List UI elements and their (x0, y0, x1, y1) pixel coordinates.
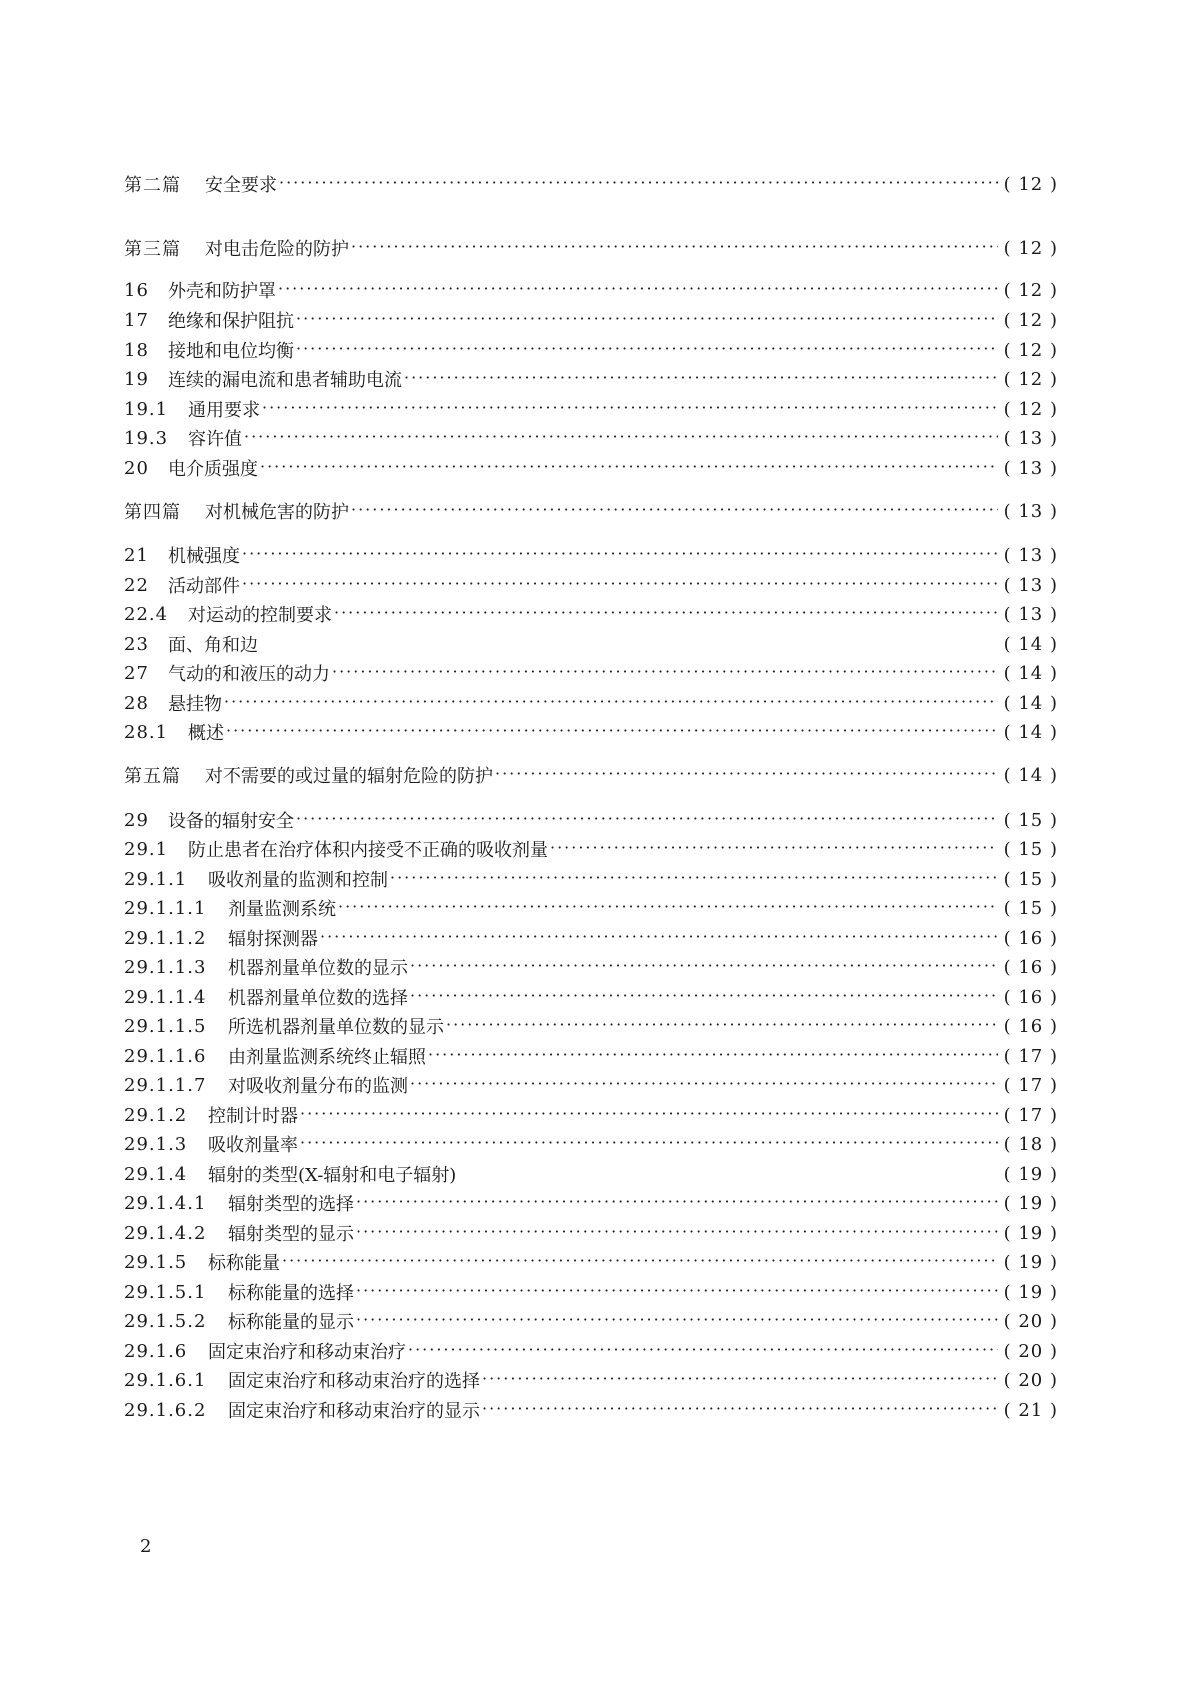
toc-entry[interactable] (124, 952, 1058, 982)
toc-entry-page: ( 12 ) (1003, 279, 1058, 301)
toc-entry-title: 对不需要的或过量的辐射危险的防护 (205, 766, 493, 787)
toc-entry-number: 29.1.4 (124, 1163, 188, 1185)
toc-entry-title: 辐射类型的选择 (228, 1194, 354, 1215)
toc-entry-title: 气动的和液压的动力 (168, 664, 330, 685)
toc-entry[interactable] (124, 364, 1058, 394)
dot-leader (300, 1133, 998, 1152)
dot-leader (410, 956, 998, 975)
toc-entry-number: 29.1.6.2 (124, 1399, 207, 1421)
toc-entry[interactable] (124, 1100, 1058, 1130)
toc-entry[interactable] (124, 923, 1058, 953)
toc-entry-number: 20 (124, 457, 149, 479)
toc-entry-number: 29.1.1.2 (124, 927, 207, 949)
toc-entry-title: 对运动的控制要求 (188, 605, 332, 626)
dot-leader (262, 398, 998, 417)
dot-leader (226, 721, 998, 740)
toc-entry-number: 29.1.5.1 (124, 1281, 207, 1303)
toc-entry[interactable] (124, 305, 1058, 335)
toc-entry-number: 29.1.3 (124, 1133, 188, 1155)
toc-entry-page: ( 13 ) (1003, 500, 1058, 522)
toc-entry-title: 绝缘和保护阻抗 (168, 311, 294, 332)
dot-leader (244, 427, 998, 446)
toc-entry[interactable] (124, 1070, 1058, 1100)
toc-entry-number: 22.4 (124, 603, 169, 625)
toc-entry-page: ( 13 ) (1003, 427, 1058, 449)
toc-entry-page: ( 14 ) (1003, 662, 1058, 684)
toc-entry-page: ( 12 ) (1003, 173, 1058, 195)
toc-entry[interactable] (124, 834, 1058, 864)
toc-entry-number: 29.1.1.7 (124, 1074, 207, 1096)
toc-entry-page: ( 19 ) (1003, 1192, 1058, 1214)
toc-entry-page: ( 14 ) (1003, 721, 1058, 743)
toc-entry-title: 外壳和防护罩 (168, 281, 276, 302)
toc-entry-number: 29.1.1.6 (124, 1045, 207, 1067)
toc-entry-page: ( 20 ) (1003, 1340, 1058, 1362)
toc-entry-page: ( 13 ) (1003, 574, 1058, 596)
toc-entry[interactable] (124, 982, 1058, 1012)
dot-leader (356, 1222, 998, 1241)
toc-entry-page: ( 12 ) (1003, 339, 1058, 361)
dot-leader (242, 544, 998, 563)
toc-entry-title: 悬挂物 (168, 694, 222, 715)
dot-leader (296, 309, 998, 328)
toc-entry-number: 29.1.1.5 (124, 1015, 207, 1037)
toc-entry-page: ( 12 ) (1003, 237, 1058, 259)
toc-entry[interactable] (124, 233, 1058, 263)
toc-entry-number: 16 (124, 279, 149, 301)
toc-entry[interactable] (124, 717, 1058, 747)
page-number: 2 (140, 1536, 152, 1557)
toc-entry[interactable] (124, 335, 1058, 365)
toc-entry-number: 27 (124, 662, 149, 684)
toc-entry[interactable] (124, 893, 1058, 923)
toc-entry-page: ( 19 ) (1003, 1222, 1058, 1244)
toc-entry-number: 29.1.4.2 (124, 1222, 207, 1244)
dot-leader (550, 838, 998, 857)
dot-leader (338, 897, 998, 916)
toc-entry-page: ( 19 ) (1003, 1251, 1058, 1273)
toc-entry-page: ( 19 ) (1003, 1281, 1058, 1303)
toc-entry-number: 29.1.5.2 (124, 1310, 207, 1332)
toc-entry-title: 机器剂量单位数的选择 (228, 988, 408, 1009)
toc-entry-number: 23 (124, 633, 149, 655)
toc-entry-title: 辐射探测器 (228, 929, 318, 950)
toc-entry-page: ( 15 ) (1003, 897, 1058, 919)
toc-entry[interactable] (124, 1218, 1058, 1248)
toc-entry-title: 面、角和边 (168, 635, 258, 656)
toc-entry[interactable] (124, 1247, 1058, 1277)
toc-entry[interactable] (124, 1277, 1058, 1307)
toc-entry-number: 29.1.5 (124, 1251, 188, 1273)
dot-leader (356, 1281, 998, 1300)
toc-entry-page: ( 14 ) (1003, 692, 1058, 714)
toc-entry-page: ( 16 ) (1003, 956, 1058, 978)
toc-entry[interactable] (124, 1306, 1058, 1336)
toc-entry-page: ( 16 ) (1003, 927, 1058, 949)
toc-entry-number: 29.1.6 (124, 1340, 188, 1362)
dot-leader (446, 1015, 998, 1034)
toc-entry-page: ( 17 ) (1003, 1074, 1058, 1096)
toc-entry-title: 固定束治疗和移动束治疗 (208, 1342, 406, 1363)
toc-entry-page: ( 12 ) (1003, 398, 1058, 420)
toc-entry-page: ( 19 ) (1003, 1163, 1058, 1185)
toc-entry[interactable] (124, 805, 1058, 835)
toc-entry-page: ( 20 ) (1003, 1369, 1058, 1391)
dot-leader (410, 986, 998, 1005)
dot-leader (495, 764, 998, 783)
toc-entry-page: ( 18 ) (1003, 1133, 1058, 1155)
toc-entry[interactable] (124, 423, 1058, 453)
dot-leader (410, 1074, 998, 1093)
toc-entry[interactable] (124, 688, 1058, 718)
toc-entry[interactable] (124, 760, 1058, 790)
toc-entry-number: 17 (124, 309, 149, 331)
toc-entry-title: 机器剂量单位数的显示 (228, 958, 408, 979)
dot-leader (242, 574, 998, 593)
dot-leader (296, 339, 998, 358)
dot-leader (224, 692, 998, 711)
toc-entry[interactable] (124, 864, 1058, 894)
toc-entry[interactable] (124, 599, 1058, 629)
dot-leader (404, 368, 998, 387)
toc-entry-title: 对电击危险的防护 (205, 239, 349, 260)
toc-entry[interactable] (124, 1159, 1058, 1189)
toc-entry-title: 机械强度 (168, 546, 240, 567)
toc-entry[interactable] (124, 570, 1058, 600)
dot-leader (351, 237, 998, 256)
toc-entry-number: 19.3 (124, 427, 169, 449)
toc-entry-title: 辐射的类型(X-辐射和电子辐射) (208, 1165, 457, 1186)
toc-entry-number: 29.1.1 (124, 868, 188, 890)
toc-entry-number: 19 (124, 368, 149, 390)
dot-leader (332, 662, 998, 681)
toc-entry-title: 控制计时器 (208, 1106, 298, 1127)
toc-entry-number: 22 (124, 574, 149, 596)
dot-leader (356, 1192, 998, 1211)
toc-entry-number: 第四篇 (124, 502, 181, 523)
toc-entry[interactable] (124, 540, 1058, 570)
toc-entry[interactable] (124, 169, 1058, 199)
toc-entry[interactable] (124, 1336, 1058, 1366)
toc-entry-number: 第三篇 (124, 239, 181, 260)
toc-entry-page: ( 17 ) (1003, 1104, 1058, 1126)
toc-entry-page: ( 15 ) (1003, 838, 1058, 860)
toc-entry-title: 固定束治疗和移动束治疗的选择 (228, 1371, 480, 1392)
toc-entry-title: 通用要求 (188, 400, 260, 421)
toc-entry-number: 第五篇 (124, 766, 181, 787)
toc-entry-title: 标称能量的选择 (228, 1283, 354, 1304)
toc-entry-page: ( 14 ) (1003, 633, 1058, 655)
toc-entry-number: 29.1.1.4 (124, 986, 207, 1008)
toc-entry-title: 标称能量 (208, 1253, 280, 1274)
toc-entry-number: 19.1 (124, 398, 169, 420)
dot-leader (296, 809, 998, 828)
toc-entry-number: 29.1.2 (124, 1104, 188, 1126)
toc-entry-title: 标称能量的显示 (228, 1312, 354, 1333)
toc-entry-number: 29 (124, 809, 149, 831)
toc-entry-number: 18 (124, 339, 149, 361)
toc-entry-number: 第二篇 (124, 175, 181, 196)
toc-entry[interactable] (124, 1365, 1058, 1395)
toc-entry-number: 29.1.4.1 (124, 1192, 207, 1214)
toc-entry-page: ( 17 ) (1003, 1045, 1058, 1067)
toc-entry-number: 29.1 (124, 838, 169, 860)
toc-entry-title: 由剂量监测系统终止辐照 (228, 1047, 426, 1068)
toc-entry-page: ( 15 ) (1003, 809, 1058, 831)
toc-entry-title: 防止患者在治疗体积内接受不正确的吸收剂量 (188, 840, 548, 861)
toc-entry-title: 剂量监测系统 (228, 899, 336, 920)
dot-leader (351, 500, 998, 519)
toc-entry-page: ( 12 ) (1003, 309, 1058, 331)
dot-leader (482, 1399, 998, 1418)
toc-entry-page: ( 20 ) (1003, 1310, 1058, 1332)
dot-leader (334, 603, 998, 622)
toc-entry-page: ( 15 ) (1003, 868, 1058, 890)
toc-entry-title: 概述 (188, 723, 224, 744)
toc-entry-title: 对吸收剂量分布的监测 (228, 1076, 408, 1097)
toc-entry-page: ( 21 ) (1003, 1399, 1058, 1421)
dot-leader (408, 1340, 998, 1359)
toc-entry-page: ( 12 ) (1003, 368, 1058, 390)
toc-entry-title: 固定束治疗和移动束治疗的显示 (228, 1401, 480, 1422)
toc-entry-number: 21 (124, 544, 149, 566)
toc-entry[interactable] (124, 629, 1058, 659)
toc-entry-title: 设备的辐射安全 (168, 811, 294, 832)
toc-entry[interactable] (124, 453, 1058, 483)
dot-leader (300, 1104, 998, 1123)
toc-entry-page: ( 14 ) (1003, 764, 1058, 786)
toc-entry-number: 29.1.1.1 (124, 897, 207, 919)
dot-leader (390, 868, 998, 887)
toc-entry-number: 28 (124, 692, 149, 714)
toc-entry[interactable] (124, 658, 1058, 688)
toc-entry-title: 辐射类型的显示 (228, 1224, 354, 1245)
toc-entry-title: 所选机器剂量单位数的显示 (228, 1017, 444, 1038)
toc-entry[interactable] (124, 275, 1058, 305)
dot-leader (260, 457, 998, 476)
dot-leader (278, 279, 998, 298)
toc-entry[interactable] (124, 496, 1058, 526)
toc-entry-page: ( 13 ) (1003, 544, 1058, 566)
dot-leader (482, 1369, 998, 1388)
toc-entry-page: ( 13 ) (1003, 603, 1058, 625)
toc-entry-page: ( 13 ) (1003, 457, 1058, 479)
dot-leader (279, 173, 998, 192)
toc-entry-title: 对机械危害的防护 (205, 502, 349, 523)
toc-entry[interactable] (124, 1188, 1058, 1218)
toc-entry-page: ( 16 ) (1003, 1015, 1058, 1037)
toc-entry-title: 容许值 (188, 429, 242, 450)
toc-entry-page: ( 16 ) (1003, 986, 1058, 1008)
toc-entry[interactable] (124, 1395, 1058, 1425)
toc-entry[interactable] (124, 1129, 1058, 1159)
dot-leader (320, 927, 998, 946)
toc-entry-number: 29.1.6.1 (124, 1369, 207, 1391)
toc-entry-title: 电介质强度 (168, 459, 258, 480)
toc-entry-title: 连续的漏电流和患者辅助电流 (168, 370, 402, 391)
toc-entry-title: 活动部件 (168, 576, 240, 597)
toc-entry[interactable] (124, 1041, 1058, 1071)
dot-leader (428, 1045, 998, 1064)
toc-entry-title: 吸收剂量率 (208, 1135, 298, 1156)
toc-entry[interactable] (124, 1011, 1058, 1041)
toc-entry-number: 28.1 (124, 721, 169, 743)
dot-leader (282, 1251, 998, 1270)
toc-entry-title: 安全要求 (205, 175, 277, 196)
dot-leader (356, 1310, 998, 1329)
toc-entry[interactable] (124, 394, 1058, 424)
toc-entry-number: 29.1.1.3 (124, 956, 207, 978)
toc-entry-title: 接地和电位均衡 (168, 341, 294, 362)
toc-entry-title: 吸收剂量的监测和控制 (208, 870, 388, 891)
